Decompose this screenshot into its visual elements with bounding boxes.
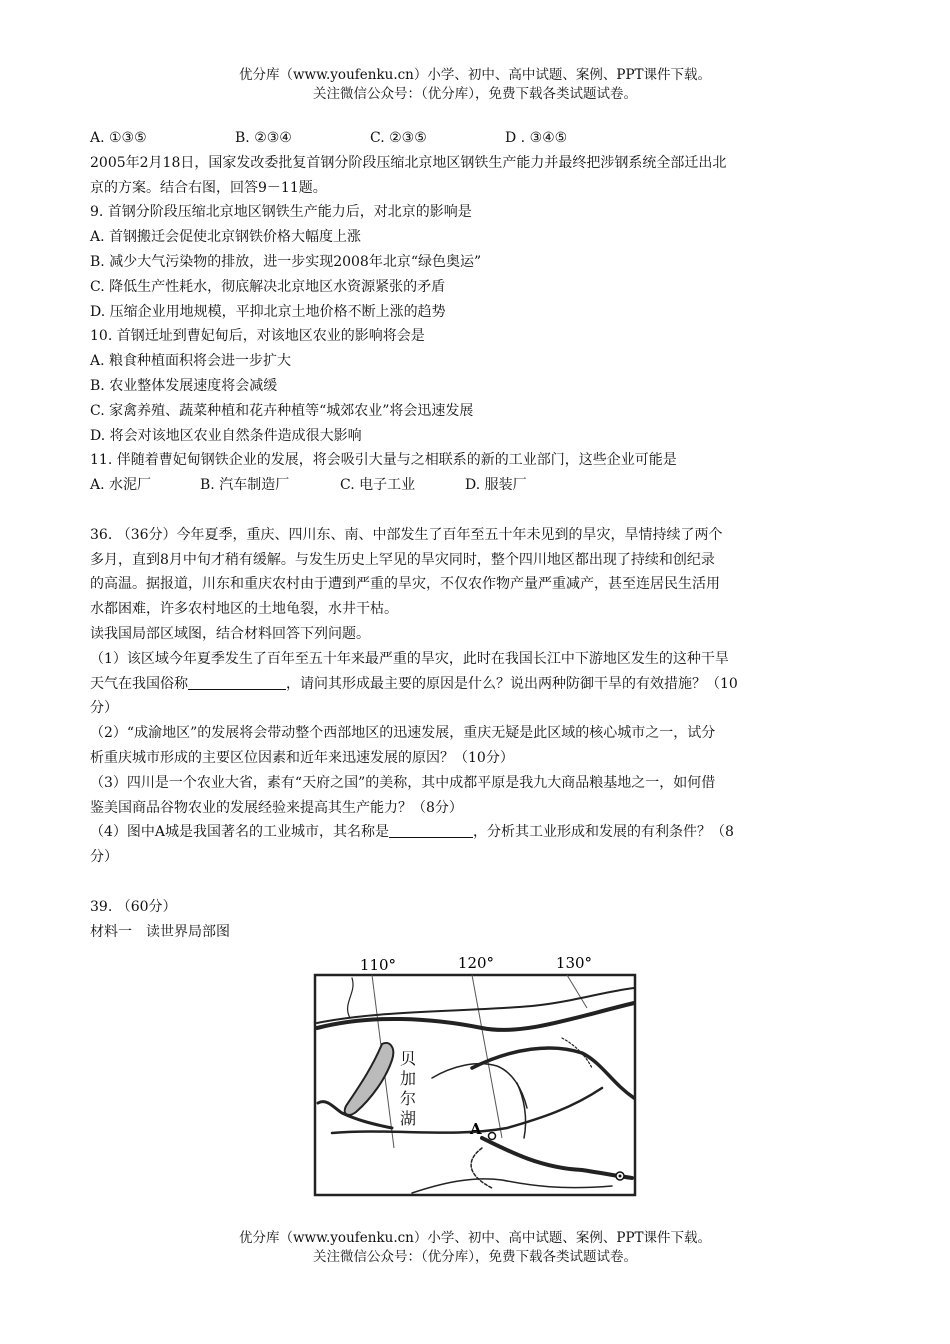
q36-part1-line-3: 分）: [90, 700, 118, 717]
q8-option-c: C. ②③⑤: [370, 130, 427, 146]
q36-part2-line-2: 析重庆城市形成的主要区位因素和近年来迅速发展的原因？（10分）: [90, 749, 514, 766]
answer-blank-1[interactable]: [188, 673, 286, 690]
q36-instruction: 读我国局部区域图，结合材料回答下列问题。: [90, 625, 370, 642]
q39-material-1: 材料一 读世界局部图: [90, 923, 230, 940]
q10-option-a: A. 粮食种植面积将会进一步扩大: [90, 353, 292, 370]
q10-option-d: D. 将会对该地区农业自然条件造成很大影响: [90, 427, 362, 444]
port-marker-dot: [619, 1175, 622, 1178]
q36-part3-line-1: （3）四川是一个农业大省，素有“天府之国”的美称，其中成都平原是我九大商品粮基地之一，如何借: [90, 774, 716, 791]
q11-option-c: C. 电子工业: [340, 477, 416, 494]
q36-part4-text-a: （4）图中A城是我国著名的工业城市，其名称是: [90, 824, 390, 841]
answer-blank-2[interactable]: [389, 821, 473, 838]
q9-option-c: C. 降低生产性耗水，彻底解决北京地区水资源紧张的矛盾: [90, 278, 446, 295]
q11-option-a: A. 水泥厂: [90, 477, 152, 494]
header-line-2: 关注微信公众号：（优分库），免费下载各类试题试卷。: [313, 86, 637, 102]
q36-part4-text-b: ，分析其工业形成和发展的有利条件？（8: [473, 824, 734, 841]
q8-option-b: B. ②③④: [235, 130, 292, 146]
q10-option-c: C. 家禽养殖、蔬菜种植和花卉种植等“城郊农业”将会迅速发展: [90, 402, 474, 419]
lon-label-110: 110°: [359, 956, 397, 974]
q36-part3-line-2: 鉴美国商品谷物农业的发展经验来提高其生产能力？（8分）: [90, 799, 463, 816]
footer-line-1: 优分库（www.youfenku.cn）小学、初中、高中试题、案例、PPT课件下载。: [238, 1230, 712, 1246]
q8-option-a: A. ①③⑤: [90, 130, 147, 146]
footer-line-2: 关注微信公众号：（优分库），免费下载各类试题试卷。: [313, 1249, 637, 1265]
lake-baikal-label: [400, 1049, 416, 1128]
q9-stem: 9. 首钢分阶段压缩北京地区钢铁生产能力后，对北京的影响是: [90, 204, 472, 221]
q39-title: 39. （60分）: [90, 898, 177, 915]
lon-label-130: 130°: [555, 954, 593, 972]
city-a-label: A: [470, 1120, 482, 1138]
q9-option-a: A. 首钢搬迁会促使北京钢铁价格大幅度上涨: [90, 229, 362, 246]
document-body: [90, 126, 870, 944]
page-footer: [0, 1229, 950, 1267]
q36-part4-line-1: [90, 820, 870, 845]
city-a-marker: [489, 1133, 496, 1140]
lake-baikal-shape: [345, 1043, 394, 1115]
q11-stem: 11. 伴随着曹妃甸钢铁企业的发展，将会吸引大量与之相联系的新的工业部门，这些企业可能是: [90, 452, 677, 469]
q11-option-b: B. 汽车制造厂: [200, 477, 290, 494]
lake-label-char-1: 贝: [400, 1049, 417, 1068]
lon-label-120: 120°: [457, 954, 495, 972]
q8-option-d: D . ③④⑤: [505, 130, 568, 146]
world-partial-map: [312, 948, 640, 1198]
q11-options: [90, 473, 870, 498]
q36-material-line-2: 多月，直到8月中旬才稍有缓解。与发生历史上罕见的旱灾同时，整个四川地区都出现了持续和创纪录: [90, 551, 715, 568]
intro-line-1: 2005年2月18日，国家发改委批复首钢分阶段压缩北京地区钢铁生产能力并最终把涉钢系统全部迁出北: [90, 154, 727, 171]
q11-option-d: D. 服装厂: [465, 477, 527, 494]
q36-part4-line-2: 分）: [90, 849, 118, 866]
q36-material-line-1: 36. （36分）今年夏季，重庆、四川东、南、中部发生了百年至五十年未见到的旱灾，旱情持续了两个: [90, 526, 723, 543]
q10-stem: 10. 首钢迁址到曹妃甸后，对该地区农业的影响将会是: [90, 328, 425, 345]
q36-material-line-3: 的高温。据报道，川东和重庆农村由于遭到严重的旱灾，不仅农作物产量严重减产，甚至连居民生活用: [90, 576, 720, 593]
intro-line-2: 京的方案。结合右图，回答9－11题。: [90, 179, 327, 196]
q36-part1-line-2: [90, 672, 870, 697]
page-header: [0, 66, 950, 104]
q36-part1-text-b: ，请问其形成最主要的原因是什么？说出两种防御干旱的有效措施？（10: [286, 675, 738, 692]
header-line-1: 优分库（www.youfenku.cn）小学、初中、高中试题、案例、PPT课件下载。: [238, 67, 712, 83]
q36-part2-line-1: （2）“成渝地区”的发展将会带动整个西部地区的迅速发展，重庆无疑是此区域的核心城市之一，试分: [90, 725, 716, 742]
q9-option-b: B. 减少大气污染物的排放，进一步实现2008年北京“绿色奥运”: [90, 253, 482, 270]
lake-label-char-3: 尔: [400, 1089, 417, 1108]
q36-material-line-4: 水都困难，许多农村地区的土地龟裂，水井干枯。: [90, 601, 398, 618]
q9-option-d: D. 压缩企业用地规模，平抑北京土地价格不断上涨的趋势: [90, 303, 446, 320]
q36-part1-line-1: （1）该区域今年夏季发生了百年至五十年来最严重的旱灾，此时在我国长江中下游地区发生的这种干旱: [90, 650, 729, 667]
lake-label-char-4: 湖: [400, 1109, 417, 1128]
lake-label-char-2: 加: [400, 1069, 417, 1088]
q8-options: [90, 126, 870, 151]
q36-part1-text-a: 天气在我国俗称: [90, 675, 188, 692]
q10-option-b: B. 农业整体发展速度将会减缓: [90, 377, 278, 394]
